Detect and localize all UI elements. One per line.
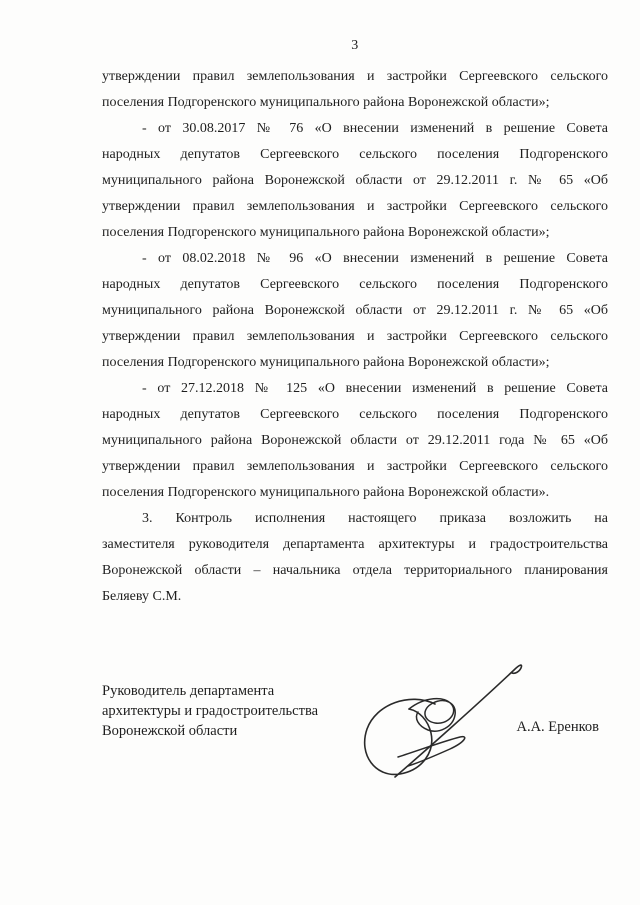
paragraph-amendment-2018-feb [102, 246, 608, 376]
text-line: - от 08.02.2018 № 96 «О внесении изменений в решение Совета [142, 251, 608, 266]
document-body [102, 64, 608, 610]
text-line: - от 30.08.2017 № 76 «О внесении изменений в решение Совета [142, 121, 608, 136]
text-line: утверждении правил землепользования и застройки Сергеевского сельского [102, 69, 608, 84]
text-line: поселения Подгоренского муниципального района Воронежской области»; [102, 95, 550, 110]
text-line: утверждении правил землепользования и застройки Сергеевского сельского [102, 329, 608, 344]
text-line: поселения Подгоренского муниципального района Воронежской области»; [102, 355, 550, 370]
text-line: поселения Подгоренского муниципального района Воронежской области»; [102, 225, 550, 240]
page-number: 3 [351, 38, 359, 53]
paragraph-continuation [102, 64, 608, 116]
text-line: народных депутатов Сергеевского сельского поселения Подгоренского [102, 147, 608, 162]
text-line: утверждении правил землепользования и застройки Сергеевского сельского [102, 199, 608, 214]
text-line: поселения Подгоренского муниципального района Воронежской области». [102, 485, 550, 500]
paragraph-amendment-2018-dec [102, 376, 608, 506]
text-line: Беляеву С.М. [102, 589, 182, 604]
signer-title-line: архитектуры и градостроительства [102, 703, 319, 719]
text-line: 3. Контроль исполнения настоящего приказа возложить на [142, 511, 608, 526]
text-line: народных депутатов Сергеевского сельского поселения Подгоренского [102, 407, 608, 422]
text-line: муниципального района Воронежской области от 29.12.2011 г. № 65 «Об [102, 303, 608, 318]
text-line: утверждении правил землепользования и застройки Сергеевского сельского [102, 459, 608, 474]
text-line: заместителя руководителя департамента архитектуры и градостроительства [102, 537, 608, 552]
text-line: народных депутатов Сергеевского сельского поселения Подгоренского [102, 277, 608, 292]
signer-name: А.А. Еренков [516, 719, 599, 735]
signer-title-line: Руководитель департамента [102, 683, 275, 699]
signer-title-line: Воронежской области [102, 723, 238, 739]
text-line: - от 27.12.2018 № 125 «О внесении изменений в решение Совета [142, 381, 608, 396]
text-line: муниципального района Воронежской области от 29.12.2011 г. № 65 «Об [102, 173, 608, 188]
text-line: муниципального района Воронежской области от 29.12.2011 года № 65 «Об [102, 433, 608, 448]
paragraph-control-clause [102, 506, 608, 610]
text-line: Воронежской области – начальника отдела территориального планирования [102, 563, 608, 578]
paragraph-amendment-2017 [102, 116, 608, 246]
